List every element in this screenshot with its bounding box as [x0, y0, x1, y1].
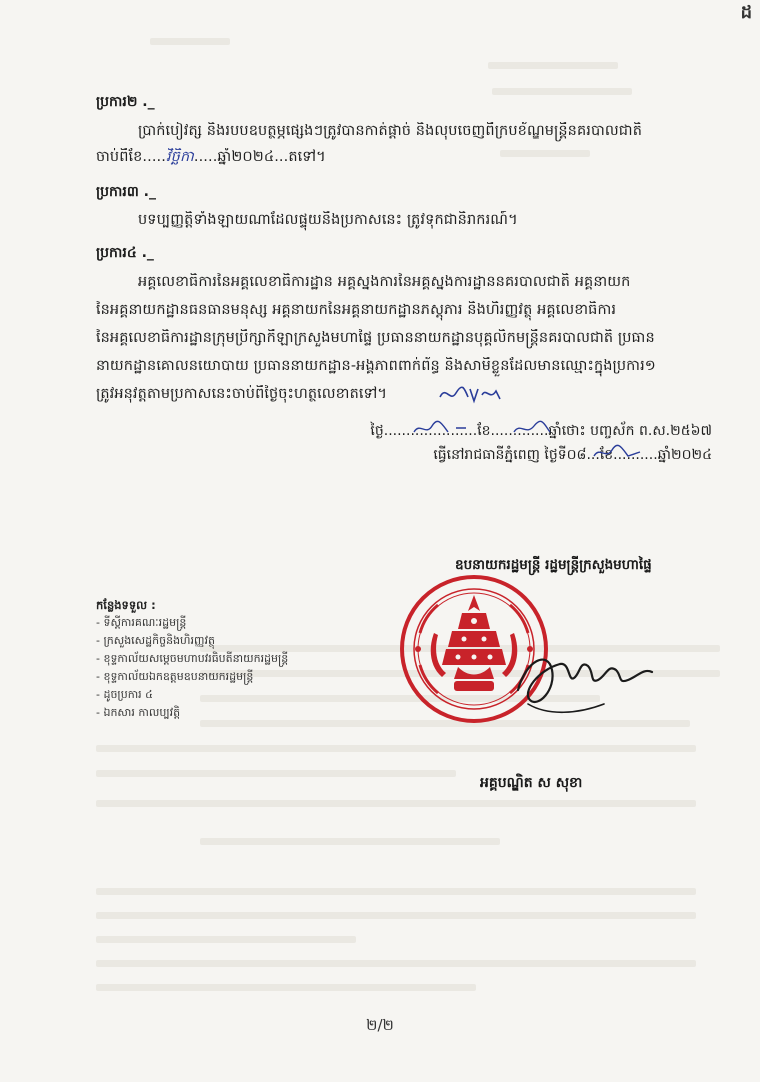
handwritten-date-fill-icon [410, 418, 610, 440]
bleed-through [96, 912, 696, 919]
article-2-line-2-prefix: ចាប់ពីខែ..... [96, 149, 166, 165]
article-4-line-5: ត្រូវអនុវត្តតាមប្រកាសនេះចាប់ពីថ្ងៃចុះហត្ថលេខាតទៅ។ [96, 386, 388, 402]
recipient-item: - ខុទ្ទកាល័យសម្តេចមហាបវរធិបតីនាយករដ្ឋមន្ត្រី [96, 652, 289, 665]
lunar-date: ថ្ងៃ.....................ខែ.............ឆ្នាំថោះ បញ្ចស័ក ព.ស.២៥៦៧ [370, 423, 712, 439]
page-number: ២/២ [366, 1016, 394, 1034]
handwritten-initials-icon [438, 383, 504, 405]
bleed-through [96, 888, 696, 895]
bleed-through [200, 838, 500, 845]
signature-icon [508, 620, 658, 730]
corner-mark: ដ [740, 2, 752, 23]
recipient-item: - ឯកសារ កាលប្បវត្តិ [96, 706, 181, 719]
recipient-item: - ខុទ្ទកាល័យឯកឧត្តមឧបនាយករដ្ឋមន្ត្រី [96, 670, 254, 683]
recipients-heading: កន្លែងទទួល : [96, 598, 156, 612]
article-3-heading: ប្រការ៣ ._ [96, 184, 156, 200]
article-4-line-4: នាយកដ្ឋានគោលនយោបាយ ប្រធាននាយកដ្ឋាន-អង្គភាពពាក់ព័ន្ធ និងសាមីខ្លួនដែលមានឈ្មោះក្នុងប្រការ១ [96, 358, 656, 374]
article-2-line-1: ប្រាក់បៀវត្ស និងរបបឧបត្ថម្ភផ្សេងៗត្រូវបានកាត់ផ្ដាច់ និងលុបចេញពីក្របខ័ណ្ឌមន្ត្រីនគរបាលជាតិ [138, 123, 643, 139]
solar-date: ធ្វើនៅរាជធានីភ្នំពេញ ថ្ងៃទី០៨...ខែ..........ឆ្នាំ២០២៤ [433, 447, 712, 463]
bleed-through [96, 800, 696, 807]
article-3-line-1: បទប្បញ្ញត្តិទាំងឡាយណាដែលផ្ទុយនឹងប្រកាសនេះ ត្រូវទុកជានិរាករណ៍។ [138, 212, 518, 228]
handwritten-month: វិច្ឆិកា [165, 149, 194, 165]
article-2-line-2-suffix: .....ឆ្នាំ២០២៤...តទៅ។ [193, 149, 326, 165]
handwritten-month-fill-icon [590, 442, 650, 464]
bleed-through [96, 984, 476, 991]
bleed-through [96, 960, 696, 967]
bleed-through [492, 88, 632, 95]
bleed-through [96, 770, 456, 777]
article-4-heading: ប្រការ៤ ._ [96, 245, 154, 261]
recipient-item: - ក្រសួងសេដ្ឋកិច្ចនិងហិរញ្ញវត្ថុ [96, 634, 215, 647]
recipient-item: - ទីស្ដីការគណៈរដ្ឋមន្ត្រី [96, 616, 187, 629]
article-4-line-2: នៃអគ្គនាយកដ្ឋានធនធានមនុស្ស អគ្គនាយកនៃអគ្គនាយកដ្ឋានភស្តុភារ និងហិរញ្ញវត្ថុ អគ្គលេខាធិការ [96, 302, 617, 318]
article-4-line-1: អគ្គលេខាធិការនៃអគ្គលេខាធិការដ្ឋាន អគ្គស្នងការនៃអគ្គស្នងការដ្ឋាននគរបាលជាតិ អគ្គនាយក [138, 274, 631, 290]
article-2-heading: ប្រការ២ ._ [96, 94, 155, 110]
bleed-through [488, 62, 618, 69]
article-4-line-3: នៃអគ្គលេខាធិការដ្ឋានក្រុមប្រឹក្សាកីឡាក្រសួងមហាផ្ទៃ ប្រធាននាយកដ្ឋានបុគ្គលិកមន្ត្រីនគរបាលជាតិ ប្រធាន [96, 330, 655, 346]
minister-title-text: ឧបនាយករដ្ឋមន្ត្រី រដ្ឋមន្ត្រីក្រសួងមហាផ្ទៃ [455, 557, 652, 573]
bleed-through [96, 745, 696, 752]
article-2-line-2 [96, 148, 711, 169]
bleed-through [96, 936, 356, 943]
bleed-through [150, 38, 230, 45]
signer-name: អគ្គបណ្ឌិត ស សុខា [480, 775, 583, 791]
recipient-item: - ដូចប្រការ ៤ [96, 688, 153, 701]
